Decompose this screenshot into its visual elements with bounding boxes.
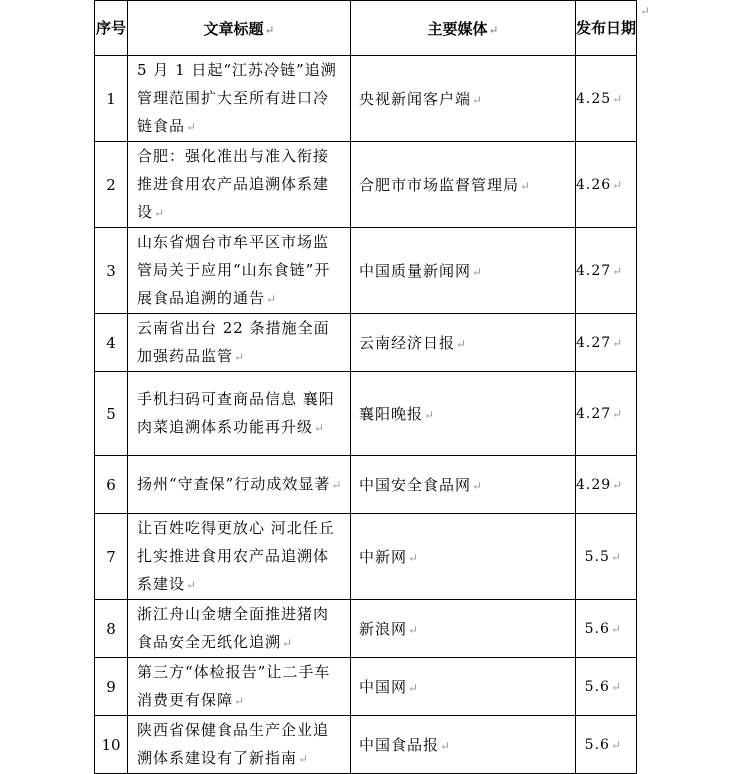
publish-date-text: 5.5 xyxy=(584,548,610,565)
media-name-text: 央视新闻客户端 xyxy=(359,90,472,108)
paragraph-mark-icon: ↵ xyxy=(472,479,484,493)
paragraph-mark-icon: ↵ xyxy=(408,623,420,637)
table-row xyxy=(95,314,637,372)
publish-date-cell xyxy=(576,456,637,514)
paragraph-mark-icon: ↵ xyxy=(186,578,198,592)
article-title-cell xyxy=(128,600,351,658)
table-row xyxy=(95,600,637,658)
paragraph-mark-icon: ↵ xyxy=(408,681,420,695)
media-name-text: 中国网 xyxy=(359,678,408,696)
publish-date xyxy=(576,679,636,695)
paragraph-mark-icon: ↵ xyxy=(234,350,246,364)
media-name xyxy=(351,332,575,353)
article-title-cell xyxy=(128,314,351,372)
media-name-text: 中国质量新闻网 xyxy=(359,262,472,280)
article-title-text: 手机扫码可查商品信息 襄阳肉菜追溯体系功能再升级 xyxy=(137,390,335,436)
publish-date xyxy=(576,621,636,637)
row-number: 3 xyxy=(95,228,128,314)
table-row xyxy=(95,372,637,456)
publish-date-cell xyxy=(576,716,637,774)
paragraph-mark-icon: ↵ xyxy=(440,739,452,753)
publish-date xyxy=(576,406,636,422)
media-name-text: 云南经济日报 xyxy=(359,334,456,352)
publish-date xyxy=(576,477,636,493)
publish-date-cell xyxy=(576,372,637,456)
row-number: 10 xyxy=(95,716,128,774)
article-title xyxy=(128,385,350,442)
paragraph-mark-icon: ↵ xyxy=(456,337,468,351)
paragraph-mark-icon: ↵ xyxy=(610,679,622,694)
publish-date-text: 4.27 xyxy=(576,405,612,422)
row-number: 6 xyxy=(95,456,128,514)
media-name xyxy=(351,474,575,495)
row-number: 7 xyxy=(95,514,128,600)
header-date: 发布日期 xyxy=(576,1,637,56)
media-cell xyxy=(351,314,576,372)
row-number: 2 xyxy=(95,142,128,228)
media-name-text: 新浪网 xyxy=(359,620,408,638)
article-title xyxy=(128,314,350,371)
publish-date-cell xyxy=(576,142,637,228)
paragraph-mark-icon: ↵ xyxy=(408,551,420,565)
article-title-cell xyxy=(128,142,351,228)
publish-date xyxy=(576,177,636,193)
publish-date-text: 4.25 xyxy=(576,90,612,107)
media-name-text: 中国食品报 xyxy=(359,736,440,754)
article-title xyxy=(128,228,350,313)
article-title-text: 让百姓吃得更放心 河北任丘扎实推进食用农产品追溯体系建设 xyxy=(137,519,335,593)
article-title xyxy=(128,600,350,657)
paragraph-mark-icon: ↵ xyxy=(612,406,624,421)
table-row xyxy=(95,228,637,314)
publish-date xyxy=(576,335,636,351)
article-title-cell xyxy=(128,456,351,514)
publish-date-text: 4.27 xyxy=(576,334,612,351)
media-cell xyxy=(351,142,576,228)
paragraph-mark-icon: ↵ xyxy=(331,478,343,492)
media-name-text: 中国安全食品网 xyxy=(359,476,472,494)
media-name xyxy=(351,88,575,109)
media-cell xyxy=(351,514,576,600)
paragraph-mark-icon: ↵ xyxy=(612,263,624,278)
row-number: 8 xyxy=(95,600,128,658)
media-name xyxy=(351,676,575,697)
media-cell xyxy=(351,56,576,142)
publish-date-text: 4.27 xyxy=(576,262,612,279)
header-no: 序号 xyxy=(95,1,128,56)
paragraph-mark-icon: ↵ xyxy=(472,93,484,107)
publish-date-text: 5.6 xyxy=(584,678,610,695)
publish-date-cell xyxy=(576,658,637,716)
article-title-text: 山东省烟台市牟平区市场监管局关于应用“山东食链”开展食品追溯的通告 xyxy=(137,233,331,307)
publish-date-text: 5.6 xyxy=(584,736,610,753)
paragraph-mark-icon: ↵ xyxy=(266,292,278,306)
publish-date-cell xyxy=(576,600,637,658)
media-cell xyxy=(351,600,576,658)
paragraph-mark-icon: ↵ xyxy=(612,91,624,106)
paragraph-mark-icon: ↵ xyxy=(154,206,166,220)
media-cell xyxy=(351,228,576,314)
media-cell xyxy=(351,716,576,774)
article-title-text: 第三方“体检报告”让二手车消费更有保障 xyxy=(137,663,331,709)
article-title-text: 合肥：强化准出与准入衔接 推进食用农产品追溯体系建设 xyxy=(137,147,330,221)
publish-date xyxy=(576,737,636,753)
media-name xyxy=(351,546,575,567)
article-title xyxy=(128,658,350,715)
article-title-cell xyxy=(128,716,351,774)
paragraph-mark-icon: ↵ xyxy=(610,737,622,752)
publish-date-cell xyxy=(576,56,637,142)
paragraph-mark-icon: ↵ xyxy=(488,22,499,37)
article-title-text: 陕西省保健食品生产企业追溯体系建设有了新指南 xyxy=(137,721,330,767)
article-title-text: 5 月 1 日起“江苏冷链”追溯管理范围扩大至所有进口冷链食品 xyxy=(137,61,337,135)
paragraph-mark-icon: ↵ xyxy=(610,621,622,636)
article-title xyxy=(128,514,350,599)
publish-date xyxy=(576,263,636,279)
publish-date-cell xyxy=(576,228,637,314)
row-number: 5 xyxy=(95,372,128,456)
paragraph-mark-icon: ↵ xyxy=(472,265,484,279)
table-header-row xyxy=(95,1,637,56)
article-title-text: 云南省出台 22 条措施全面加强药品监管 xyxy=(137,319,330,365)
publish-date-cell xyxy=(576,514,637,600)
header-title: 文章标题↵ xyxy=(128,1,351,56)
paragraph-mark-icon: ↵ xyxy=(314,421,326,435)
publish-date xyxy=(576,549,636,565)
article-title xyxy=(128,470,350,499)
header-media: 主要媒体↵ xyxy=(351,1,576,56)
media-name-text: 襄阳晚报 xyxy=(359,405,424,423)
article-title xyxy=(128,142,350,227)
media-cell xyxy=(351,456,576,514)
paragraph-mark-icon: ↵ xyxy=(234,694,246,708)
row-number: 9 xyxy=(95,658,128,716)
table-row xyxy=(95,514,637,600)
article-title-cell xyxy=(128,658,351,716)
row-number: 1 xyxy=(95,56,128,142)
media-name-text: 合肥市市场监督管理局 xyxy=(359,176,520,194)
paragraph-mark-icon: ↵ xyxy=(610,549,622,564)
media-name xyxy=(351,260,575,281)
article-title-cell xyxy=(128,514,351,600)
table-row xyxy=(95,716,637,774)
media-name xyxy=(351,734,575,755)
paragraph-mark-icon: ↵ xyxy=(186,120,198,134)
table-row xyxy=(95,658,637,716)
paragraph-mark-icon: ↵ xyxy=(612,335,624,350)
article-title-cell xyxy=(128,372,351,456)
table-row xyxy=(95,142,637,228)
publish-date-text: 4.26 xyxy=(576,176,612,193)
article-title-text: 浙江舟山金塘全面推进猪肉食品安全无纸化追溯 xyxy=(137,605,330,651)
paragraph-mark-icon: ↵ xyxy=(612,177,624,192)
publish-date xyxy=(576,91,636,107)
paragraph-mark-icon: ↵ xyxy=(298,752,310,766)
article-table xyxy=(94,0,637,774)
table-body xyxy=(95,56,637,774)
media-name-text: 中新网 xyxy=(359,548,408,566)
paragraph-mark-icon: ↵ xyxy=(424,408,436,422)
article-title xyxy=(128,716,350,773)
paragraph-mark-icon: ↵ xyxy=(640,4,651,18)
article-title xyxy=(128,56,350,141)
row-number: 4 xyxy=(95,314,128,372)
paragraph-mark-icon: ↵ xyxy=(264,22,275,37)
media-name xyxy=(351,174,575,195)
table-row xyxy=(95,456,637,514)
article-title-cell xyxy=(128,228,351,314)
paragraph-mark-icon: ↵ xyxy=(282,636,294,650)
article-title-cell xyxy=(128,56,351,142)
media-name xyxy=(351,403,575,424)
media-cell xyxy=(351,658,576,716)
paragraph-mark-icon: ↵ xyxy=(520,179,532,193)
media-name xyxy=(351,618,575,639)
media-cell xyxy=(351,372,576,456)
paragraph-mark-icon: ↵ xyxy=(612,477,624,492)
publish-date-text: 4.29 xyxy=(576,476,612,493)
publish-date-cell xyxy=(576,314,637,372)
publish-date-text: 5.6 xyxy=(584,620,610,637)
table-row xyxy=(95,56,637,142)
article-title-text: 扬州“守查保”行动成效显著 xyxy=(137,475,331,493)
